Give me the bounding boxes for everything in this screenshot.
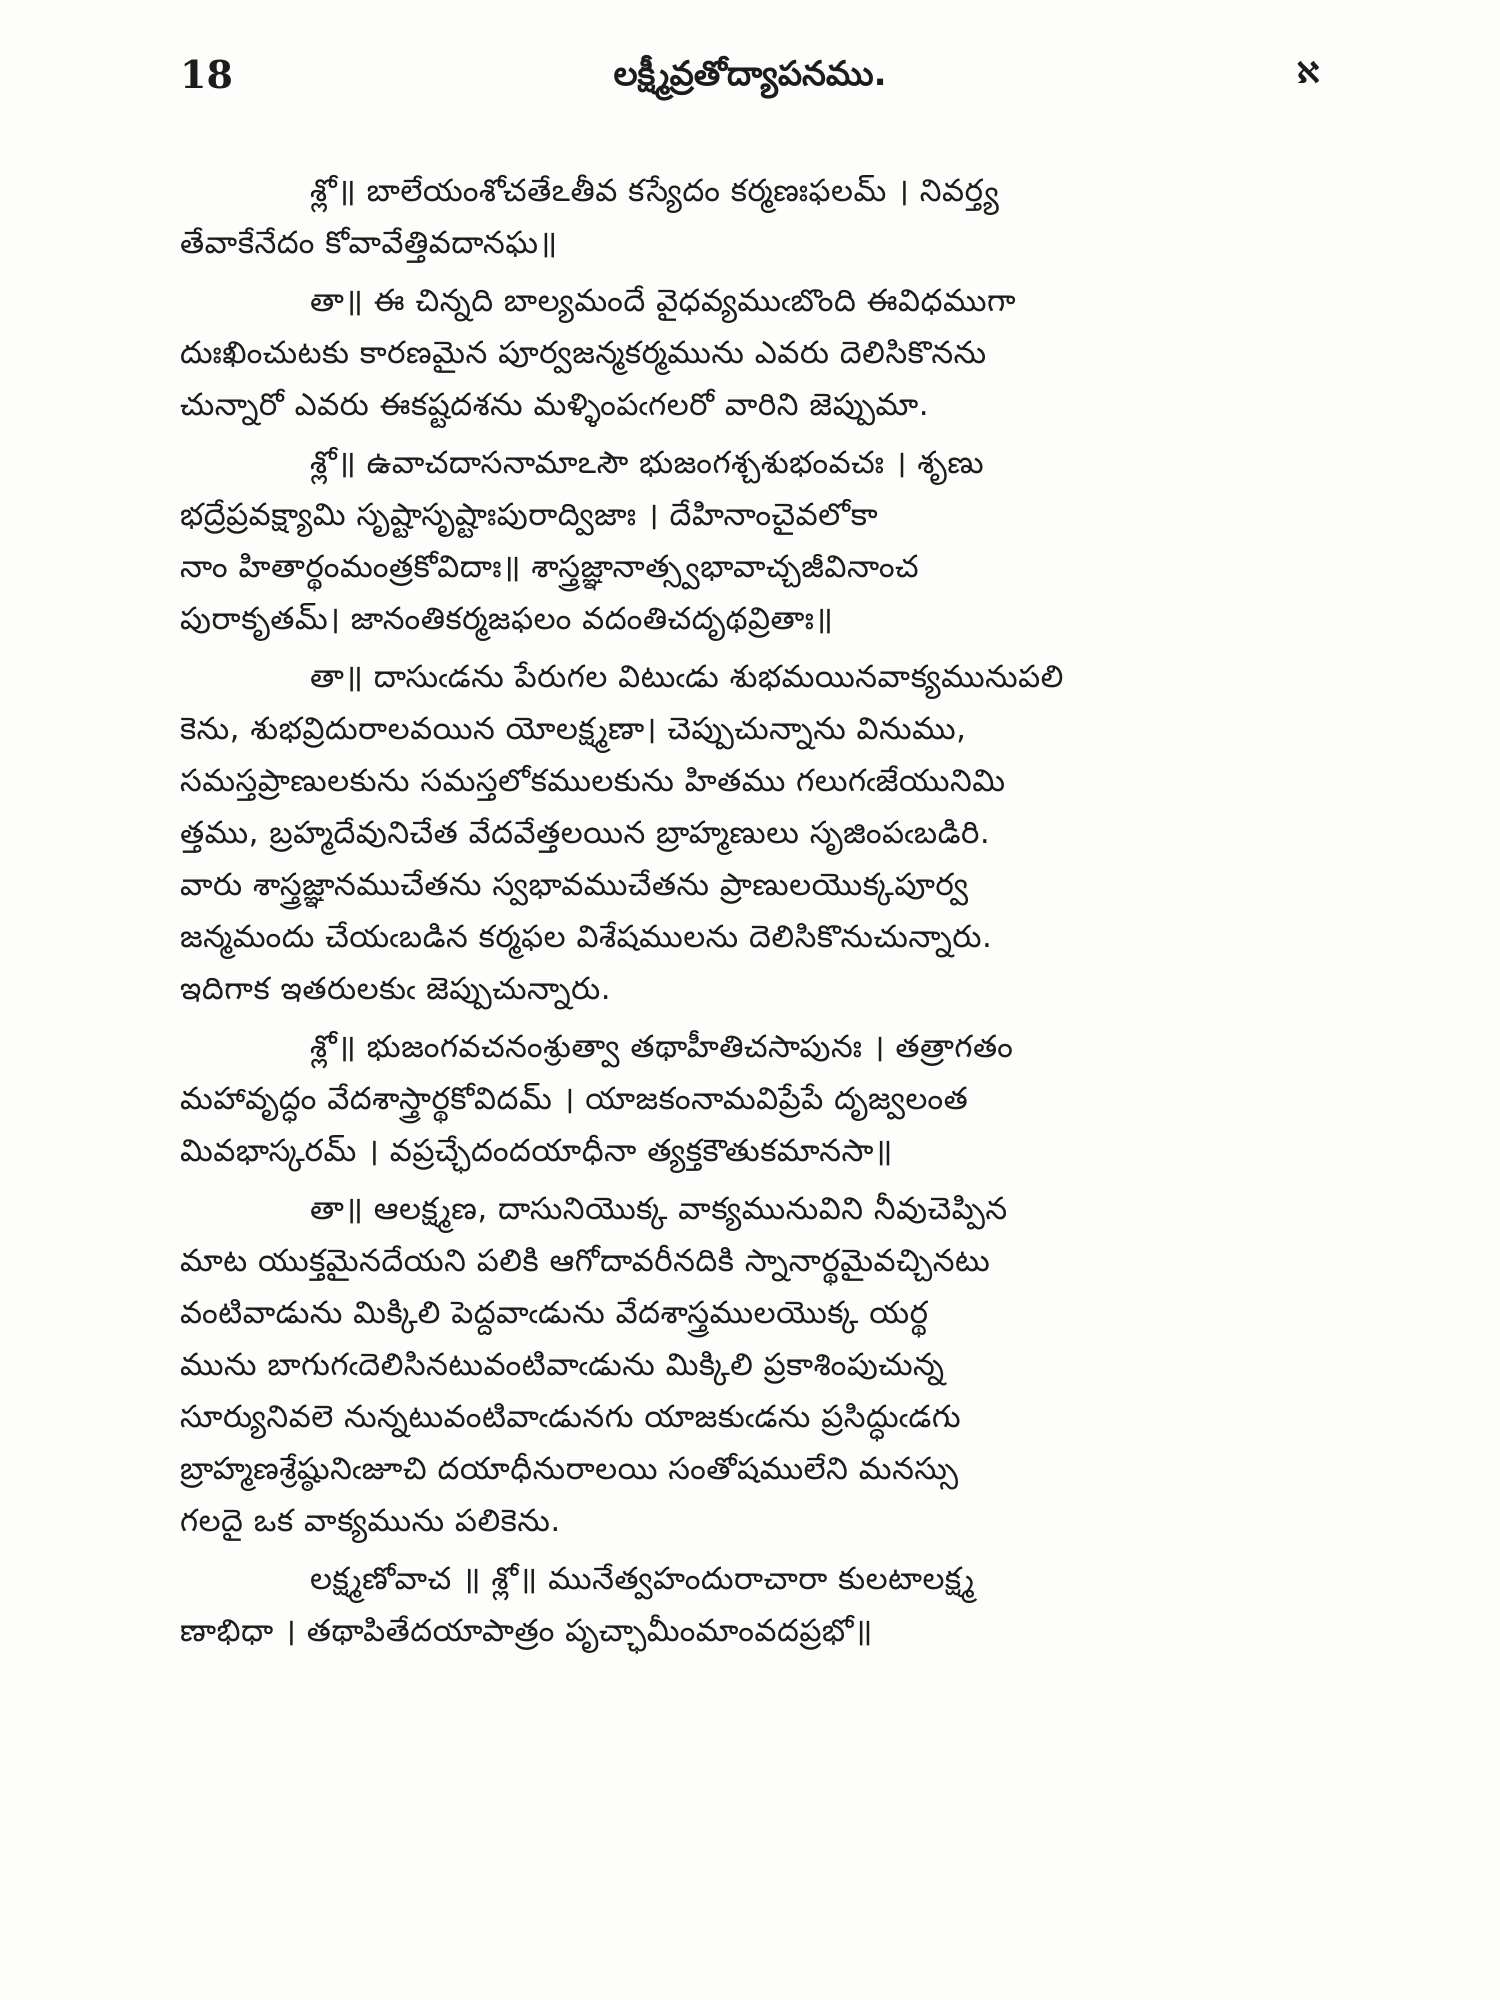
sloka-paragraph [180, 437, 1330, 645]
text-line: మాట యుక్తమైనదేయని పలికి ఆగోదావరీనదికి స్నానార్థమైవచ్చినటు [180, 1243, 991, 1279]
text-line: నాం హితార్థంమంత్రకోవిదాః॥ శాస్త్రజ్ఞానాత్స్వభావాచ్చజీవినాంచ [180, 549, 920, 585]
text-line: త్తము, బ్రహ్మదేవునిచేత వేదవేత్తలయిన బ్రాహ్మణులు సృజింపఁబడిరి. [180, 815, 991, 851]
text-line: గలదై ఒక వాక్యమును పలికెను. [180, 1503, 561, 1539]
page-header [180, 52, 1320, 112]
meaning-paragraph [180, 1183, 1330, 1547]
sloka-paragraph [180, 1021, 1330, 1177]
text-line: చున్నారో ఎవరు ఈకష్టదశను మళ్ళింపఁగలరో వారిని జెప్పుమా. [180, 387, 930, 423]
text-line: శ్లో॥ భుజంగవచనంశ్రుత్వా తథాహీతిచసాపునః । తత్రాగతం [310, 1029, 1014, 1065]
text-line: శ్లో॥ ఉవాచదాసనామాఽసౌ భుజంగశ్చశుభంవచః । శృణు [310, 445, 985, 481]
text-line: పురాకృతమ్। జానంతికర్మజఫలం వదంతిచదృథవ్రితాః॥ [180, 601, 834, 637]
body-text [180, 165, 1330, 1663]
corner-mark: ℵ [1296, 56, 1320, 91]
text-line: జన్మమందు చేయఁబడిన కర్మఫల విశేషములను దెలిసికొనుచున్నారు. [180, 919, 993, 955]
text-line: ఇదిగాక ఇతరులకుఁ జెప్పుచున్నారు. [180, 971, 612, 1007]
text-line: వంటివాడును మిక్కిలి పెద్దవాఁడును వేదశాస్త్రములయొక్క యర్థ [180, 1295, 929, 1331]
text-line: తా॥ ఈ చిన్నది బాల్యమందే వైధవ్యముఁబొంది ఈవిధముగా [310, 283, 1017, 319]
text-line: మహావృద్ధం వేదశాస్త్రార్థకోవిదమ్ । యాజకంనామవిప్రేపే దృజ్వలంత [180, 1081, 969, 1117]
text-line: లక్ష్మణోవాచ ॥ శ్లో॥ మునేత్వహందురాచారా కులటాలక్ష్మ [310, 1561, 975, 1597]
text-line: దుఃఖించుటకు కారణమైన పూర్వజన్మకర్మమును ఎవరు దెలిసికొనను [180, 335, 987, 371]
text-line: తేవాకేనేదం కోవావేత్తివదానఘ॥ [180, 225, 558, 261]
text-line: మును బాగుగఁదెలిసినటువంటివాఁడును మిక్కిలి ప్రకాశింపుచున్న [180, 1347, 945, 1383]
meaning-paragraph [180, 651, 1330, 1015]
sloka-paragraph [180, 1553, 1330, 1657]
text-line: తా॥ దాసుఁడను పేరుగల విటుఁడు శుభమయినవాక్యమునుపలి [310, 659, 1064, 695]
text-line: సమస్తప్రాణులకును సమస్తలోకములకును హితము గలుగఁజేయునిమి [180, 763, 1006, 799]
running-title: లక్ష్మీవ్రతోద్యాపనము. [613, 54, 887, 94]
sloka-paragraph [180, 165, 1330, 269]
text-line: సూర్యునివలె నున్నటువంటివాఁడునగు యాజకుఁడను ప్రసిద్ధుఁడగు [180, 1399, 962, 1435]
text-line: భద్రేప్రవక్ష్యామి సృష్టాసృష్టాఃపురాద్విజాః । దేహినాంచైవలోకా [180, 497, 879, 533]
page-number: 18 [180, 52, 233, 97]
text-line: కెను, శుభవ్రిదురాలవయిన యోలక్ష్మణా। చెప్పుచున్నాను వినుము, [180, 711, 967, 747]
text-line: శ్లో॥ బాలేయంశోచతేఽతీవ కస్యేదం కర్మణఃఫలమ్ । నివర్త్య [310, 173, 1000, 209]
text-line: బ్రాహ్మణశ్రేష్ఠునిఁజూచి దయాధీనురాలయి సంతోషములేని మనస్సు [180, 1451, 959, 1487]
text-line: వారు శాస్త్రజ్ఞానముచేతను స్వభావముచేతను ప్రాణులయొక్కపూర్వ [180, 867, 969, 903]
meaning-paragraph [180, 275, 1330, 431]
text-line: ణాభిధా । తథాపితేదయాపాత్రం పృచ్ఛామీంమాంవదప్రభో॥ [180, 1613, 873, 1649]
text-line: మివభాస్కరమ్ । వప్రచ్ఛేదందయాధీనా త్యక్తకౌతుకమానసా॥ [180, 1133, 894, 1169]
text-line: తా॥ ఆలక్ష్మణ, దాసునియొక్క వాక్యమునువిని నీవుచెప్పిన [310, 1191, 1008, 1227]
